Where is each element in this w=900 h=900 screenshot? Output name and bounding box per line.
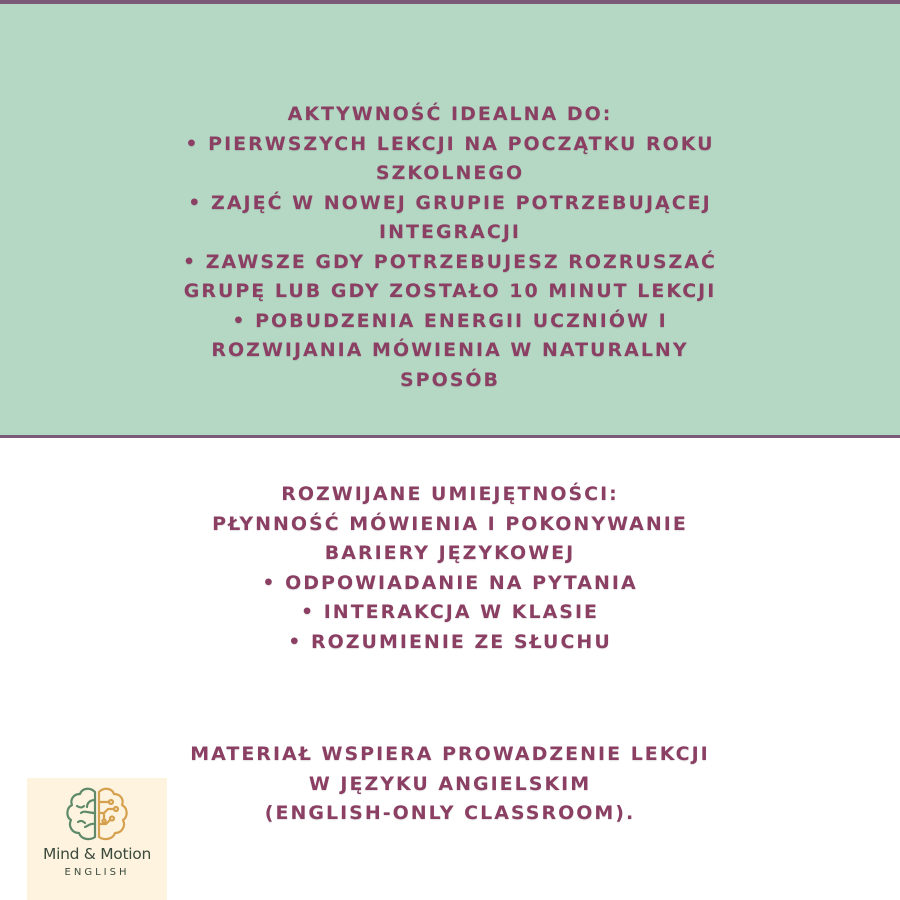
ideal-activity-text xyxy=(0,100,900,395)
skills-text xyxy=(0,480,900,657)
ideal-line: GRUPĘ LUB GDY ZOSTAŁO 10 MINUT LEKCJI xyxy=(183,280,717,302)
skills-line: • ODPOWIADANIE NA PYTANIA xyxy=(262,571,638,594)
logo-name: Mind & Motion xyxy=(43,845,151,863)
ideal-line: ROZWIJANIA MÓWIENIA W NATURALNY xyxy=(211,339,689,361)
ideal-line: • ZAWSZE GDY POTRZEBUJESZ ROZRUSZAĆ xyxy=(183,250,717,273)
material-line: (ENGLISH-ONLY CLASSROOM). xyxy=(264,802,636,824)
skills-line: • ROZUMIENIE ZE SŁUCHU xyxy=(288,630,612,653)
ideal-line: SPOSÓB xyxy=(399,368,501,391)
brand-logo xyxy=(27,778,167,900)
ideal-line: • PIERWSZYCH LEKCJI NA POCZĄTKU ROKU xyxy=(185,132,715,155)
skills-line: BARIERY JĘZYKOWEJ xyxy=(324,542,576,564)
ideal-line: • ZAJĘĆ W NOWEJ GRUPIE POTRZEBUJĄCEJ xyxy=(188,191,712,214)
ideal-heading: AKTYWNOŚĆ IDEALNA DO: xyxy=(287,103,613,125)
ideal-line: • POBUDZENIA ENERGII UCZNIÓW I xyxy=(232,309,668,332)
skills-line: • INTERAKCJA W KLASIE xyxy=(300,601,600,623)
material-line: MATERIAŁ WSPIERA PROWADZENIE LEKCJI xyxy=(190,743,710,765)
material-line: W JĘZYKU ANGIELSKIM xyxy=(308,772,592,795)
skills-heading: ROZWIJANE UMIEJĘTNOŚCI: xyxy=(281,483,619,505)
skills-line: PŁYNNOŚĆ MÓWIENIA I POKONYWANIE xyxy=(212,512,688,535)
ideal-line: INTEGRACJI xyxy=(379,221,521,243)
ideal-line: SZKOLNEGO xyxy=(375,162,525,184)
brain-icon xyxy=(64,786,130,844)
logo-subtitle: ENGLISH xyxy=(64,867,130,878)
